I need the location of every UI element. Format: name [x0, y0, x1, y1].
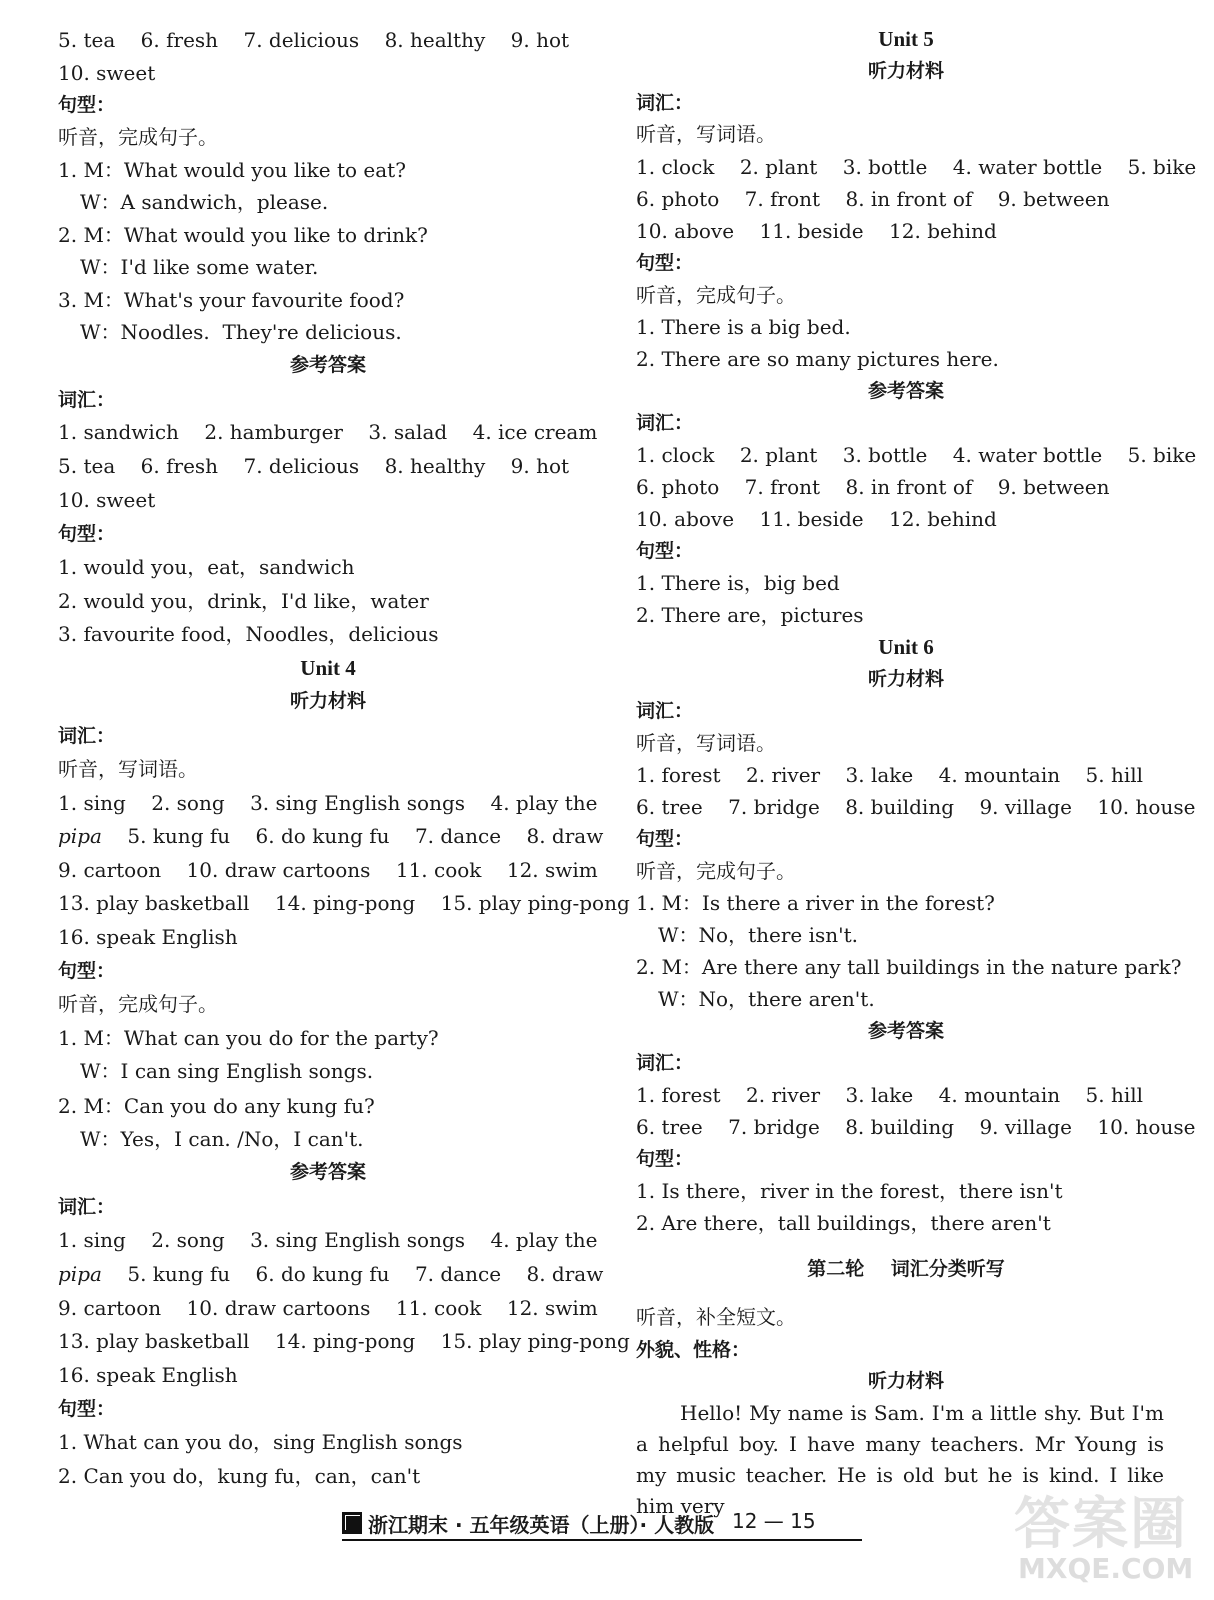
section-label: 词汇： [58, 1196, 116, 1218]
answer-line: 1. forest 2. river 3. lake 4. mountain 5. hill [636, 763, 1144, 787]
answer-line: 听音，完成句子。 [636, 283, 796, 307]
answer-line: 听音，写词语。 [58, 757, 198, 781]
answer-line: 1. M：What can you do for the party? [58, 1026, 439, 1050]
answer-line: 1. sing 2. song 3. sing English songs 4. play the [58, 791, 598, 815]
section-heading: 听力材料 [867, 1370, 944, 1392]
answer-line: 5. tea 6. fresh 7. delicious 8. healthy 9. hot [58, 454, 570, 478]
dialogue-line: W：Yes，I can. /No，I can't. [80, 1127, 364, 1151]
answer-line: 2. M：What would you like to drink? [58, 223, 428, 247]
unit-title: Unit 6 [878, 635, 934, 659]
answer-line: 听音，补全短文。 [636, 1305, 796, 1329]
unit-title: Unit 4 [300, 656, 356, 680]
watermark-url: MXQE.COM [1018, 1552, 1194, 1585]
answer-line: 6. tree 7. bridge 8. building 9. village 10. house [636, 1115, 1196, 1139]
answer-line: 5. tea 6. fresh 7. delicious 8. healthy 9. hot [58, 28, 570, 52]
dialogue-line: W：Noodles. They're delicious. [80, 320, 402, 344]
answer-line: 6. photo 7. front 8. in front of 9. between [636, 187, 1110, 211]
answer-line: 2. M：Are there any tall buildings in the nature park? [636, 955, 1182, 979]
section-label: 句型： [636, 828, 694, 850]
answer-line: 1. There is，big bed [636, 571, 840, 595]
answer-line: 1. forest 2. river 3. lake 4. mountain 5. hill [636, 1083, 1144, 1107]
answer-line-rest: 5. kung fu 6. do kung fu 7. dance 8. draw [101, 1262, 604, 1286]
answer-line: 1. clock 2. plant 3. bottle 4. water bottle 5. bike [636, 155, 1197, 179]
answer-line-rest: 5. kung fu 6. do kung fu 7. dance 8. draw [101, 824, 604, 848]
footer-title: 浙江期末 · 五年级英语（上册）· 人教版 [368, 1513, 715, 1537]
dialogue-line: W：No，there isn't. [658, 923, 859, 947]
italic-word: pipa [58, 1262, 102, 1286]
section-label: 词汇： [636, 1052, 694, 1074]
answer-line: 2. would you，drink，I'd like，water [58, 589, 429, 613]
answer-line: 1. would you，eat，sandwich [58, 555, 355, 579]
section-label: 词汇： [636, 412, 694, 434]
section-heading: 参考答案 [289, 1161, 366, 1183]
dialogue-line: W：I can sing English songs. [80, 1059, 374, 1083]
answer-line: 9. cartoon 10. draw cartoons 11. cook 12. swim [58, 858, 598, 882]
answer-line: 2. Can you do，kung fu，can，can't [58, 1464, 421, 1488]
answer-line: 10. above 11. beside 12. behind [636, 507, 997, 531]
answer-line: 10. sweet [58, 61, 156, 85]
answer-line: 1. What can you do，sing English songs [58, 1430, 463, 1454]
answer-line: 10. sweet [58, 488, 156, 512]
section-label: 句型： [58, 1398, 116, 1420]
answer-line: 16. speak English [58, 1363, 238, 1387]
book-logo-icon [342, 1512, 362, 1534]
section-heading: 参考答案 [289, 354, 366, 376]
answer-line: 16. speak English [58, 925, 238, 949]
answer-line: 1. sandwich 2. hamburger 3. salad 4. ice cream [58, 420, 598, 444]
watermark-logo-text: 答案圈 [1014, 1492, 1188, 1557]
answer-line: 3. favourite food，Noodles，delicious [58, 622, 439, 646]
answer-line: 听音，完成句子。 [58, 125, 218, 149]
footer-rule [342, 1539, 862, 1541]
answer-line: 1. There is a big bed. [636, 315, 851, 339]
section-label: 词汇： [636, 92, 694, 114]
answer-line: 听音，完成句子。 [636, 859, 796, 883]
answer-line: 13. play basketball 14. ping-pong 15. play ping-pong [58, 891, 630, 915]
section-heading: 第二轮 词汇分类听写 [807, 1258, 1005, 1280]
answer-line: 1. clock 2. plant 3. bottle 4. water bottle 5. bike [636, 443, 1197, 467]
answer-line: 3. M：What's your favourite food? [58, 288, 405, 312]
section-heading: 听力材料 [867, 60, 944, 82]
dialogue-line: W：No，there aren't. [658, 987, 875, 1011]
answer-line: 听音，写词语。 [636, 122, 776, 146]
page-number: 12 — 15 [732, 1509, 816, 1533]
answer-line: 2. There are so many pictures here. [636, 347, 999, 371]
section-label: 句型： [58, 94, 116, 116]
section-label: 句型： [58, 523, 116, 545]
unit-title: Unit 5 [878, 27, 934, 51]
section-label: 句型： [636, 252, 694, 274]
answer-line: 1. M：Is there a river in the forest? [636, 891, 995, 915]
answer-line: 6. photo 7. front 8. in front of 9. between [636, 475, 1110, 499]
section-label: 外貌、性格： [636, 1339, 751, 1361]
answer-line: 1. Is there，river in the forest，there isn't [636, 1179, 1063, 1203]
section-label: 词汇： [58, 725, 116, 747]
answer-line: 2. There are，pictures [636, 603, 864, 627]
answer-line: 1. sing 2. song 3. sing English songs 4. play the [58, 1228, 598, 1252]
section-label: 句型： [58, 960, 116, 982]
listening-passage: Hello! My name is Sam. I'm a little shy. But I'm a helpful boy. I have many teachers. Mr Young is my music teacher. He is old but he is kind. I like him very [636, 1401, 1164, 1518]
answer-line: 6. tree 7. bridge 8. building 9. village 10. house [636, 795, 1196, 819]
italic-word: pipa [58, 824, 102, 848]
dialogue-line: W：I'd like some water. [80, 255, 319, 279]
answer-line [58, 1261, 603, 1287]
section-heading: 听力材料 [289, 690, 366, 712]
answer-line: 2. Are there，tall buildings，there aren't [636, 1211, 1051, 1235]
section-heading: 参考答案 [867, 1020, 944, 1042]
answer-line: 10. above 11. beside 12. behind [636, 219, 997, 243]
section-label: 句型： [636, 540, 694, 562]
answer-line [58, 823, 603, 849]
answer-line: 1. M：What would you like to eat? [58, 158, 406, 182]
answer-line: 13. play basketball 14. ping-pong 15. play ping-pong [58, 1329, 630, 1353]
section-label: 句型： [636, 1148, 694, 1170]
section-label: 词汇： [58, 389, 116, 411]
section-heading: 参考答案 [867, 380, 944, 402]
page-footer [342, 1507, 862, 1537]
answer-line: 听音，完成句子。 [58, 992, 218, 1016]
watermark [1014, 1480, 1204, 1590]
answer-line: 9. cartoon 10. draw cartoons 11. cook 12. swim [58, 1296, 598, 1320]
section-label: 词汇： [636, 700, 694, 722]
dialogue-line: W：A sandwich，please. [80, 190, 329, 214]
section-heading: 听力材料 [867, 668, 944, 690]
answer-line: 2. M：Can you do any kung fu? [58, 1094, 375, 1118]
answer-line: 听音，写词语。 [636, 731, 776, 755]
